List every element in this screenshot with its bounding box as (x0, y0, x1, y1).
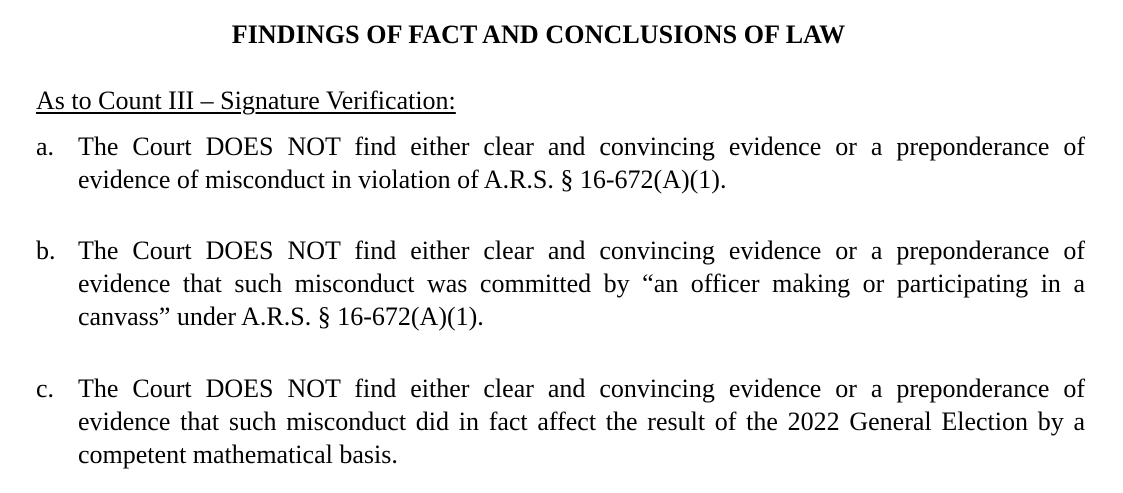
finding-item-a (36, 130, 1086, 196)
finding-text-b: The Court DOES NOT find either clear and convincing evidence or a preponderance of evidence that such misconduct was committed by “an officer making or participating in a canvass” under A.R.S. § 16-672(A)(1). (78, 236, 1085, 331)
finding-marker-a: a. (36, 132, 55, 161)
finding-marker-c: c. (36, 374, 55, 403)
finding-marker-b: b. (36, 236, 56, 265)
finding-text-c: The Court DOES NOT find either clear and convincing evidence or a preponderance of evidence that such misconduct did in fact affect the result of the 2022 General Election by a competent mathematical basis. (78, 374, 1085, 469)
finding-text-a: The Court DOES NOT find either clear and convincing evidence or a preponderance of evidence of misconduct in violation of A.R.S. § 16-672(A)(1). (78, 132, 1085, 194)
finding-item-c (36, 372, 1086, 471)
document-title: FINDINGS OF FACT AND CONCLUSIONS OF LAW (231, 20, 846, 49)
finding-item-b (36, 234, 1086, 333)
section-heading-count-iii: As to Count III – Signature Verification: (36, 86, 456, 115)
